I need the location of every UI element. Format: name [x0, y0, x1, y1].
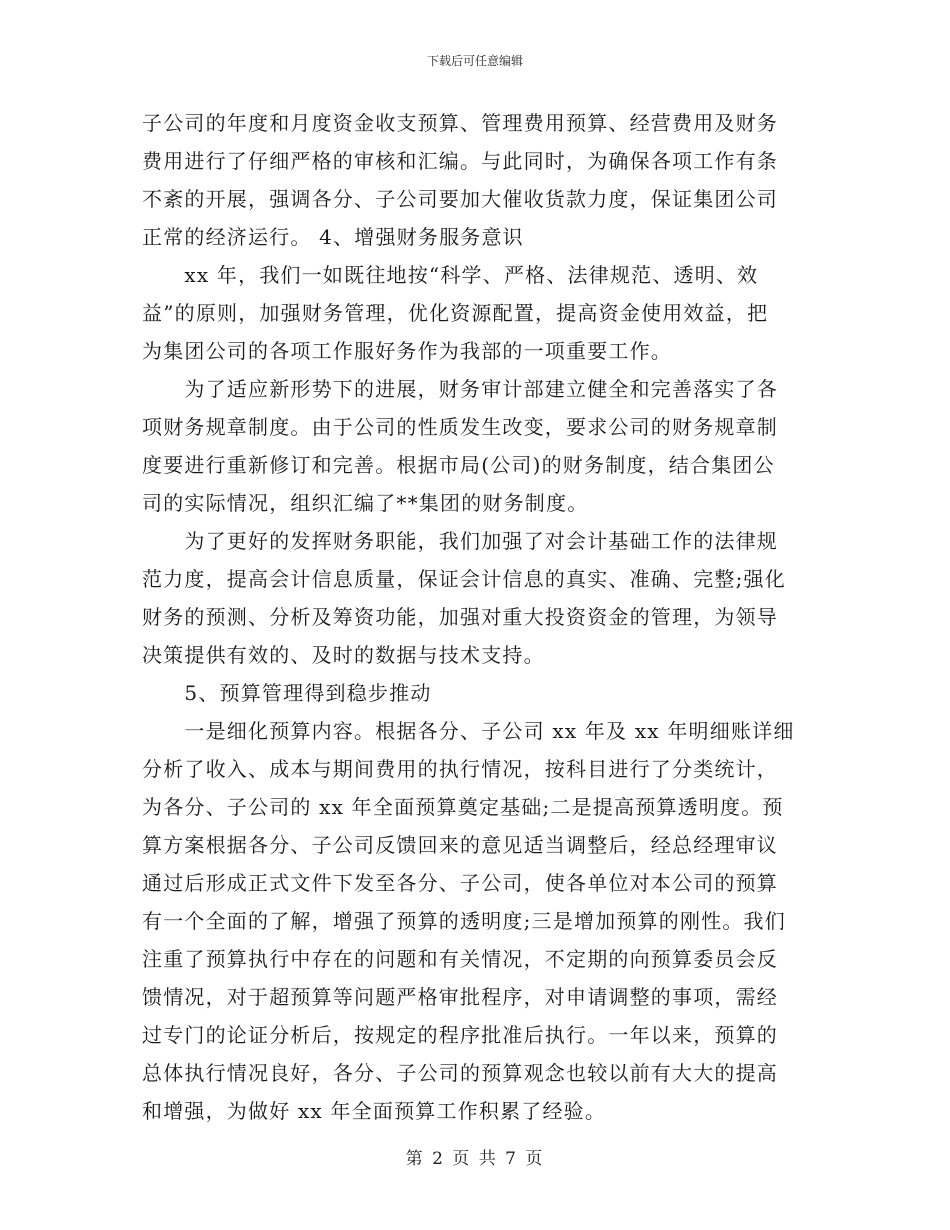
text-line: 决策提供有效的、及时的数据与技术支持。: [142, 643, 545, 667]
text-line: 度要进行重新修订和完善。根据市局(公司)的财务制度，结合集团公: [142, 453, 775, 477]
text-line: 不紊的开展，强调各分、子公司要加大催收货款力度，保证集团公司: [142, 187, 778, 211]
text-line: 为集团公司的各项工作服好务作为我部的一项重要工作。: [142, 339, 672, 363]
text-line: 通过后形成正式文件下发至各分、子公司，使各单位对本公司的预算: [142, 871, 778, 895]
text-line: 总体执行情况良好，各分、子公司的预算观念也较以前有大大的提高: [142, 1061, 778, 1085]
text-line: 范力度，提高会计信息质量，保证会计信息的真实、准确、完整;强化: [142, 567, 786, 591]
text-line: 为各分、子公司的 xx 年全面预算奠定基础;二是提高预算透明度。预: [142, 795, 784, 819]
text-line: 司的实际情况，组织汇编了**集团的财务制度。: [142, 491, 589, 515]
text-line: 正常的经济运行。 4、增强财务服务意识: [142, 225, 524, 249]
text-line: 有一个全面的了解，增强了预算的透明度;三是增加预算的刚性。我们: [142, 909, 786, 933]
text-line: 子公司的年度和月度资金收支预算、管理费用预算、经营费用及财务: [142, 111, 778, 135]
text-line: 注重了预算执行中存在的问题和有关情况，不定期的向预算委员会反: [142, 947, 778, 971]
text-line: 益”的原则，加强财务管理，优化资源配置，提高资金使用效益，把: [142, 301, 769, 325]
text-line: xx 年，我们一如既往地按“科学、严格、法律规范、透明、效: [142, 263, 759, 287]
page-header: 下载后可任意编辑: [426, 54, 523, 68]
text-line: 分析了收入、成本与期间费用的执行情况，按科目进行了分类统计，: [142, 757, 778, 781]
text-line: 和增强，为做好 xx 年全面预算工作积累了经验。: [142, 1099, 607, 1123]
section-heading: 5、预算管理得到稳步推动: [142, 681, 432, 705]
text-line: 一是细化预算内容。根据各分、子公司 xx 年及 xx 年明细账详细: [142, 719, 795, 743]
text-line: 为了更好的发挥财务职能，我们加强了对会计基础工作的法律规: [142, 529, 778, 553]
text-line: 费用进行了仔细严格的审核和汇编。与此同时，为确保各项工作有条: [142, 149, 778, 173]
text-line: 项财务规章制度。由于公司的性质发生改变，要求公司的财务规章制: [142, 415, 778, 439]
document-body: [142, 104, 808, 1130]
text-line: 算方案根据各分、子公司反馈回来的意见适当调整后，经总经理审议: [142, 833, 778, 857]
text-line: 馈情况，对于超预算等问题严格审批程序，对申请调整的事项，需经: [142, 985, 778, 1009]
page-number-footer: 第 2 页 共 7 页: [405, 1149, 545, 1169]
text-line: 为了适应新形势下的进展，财务审计部建立健全和完善落实了各: [142, 377, 778, 401]
text-line: 财务的预测、分析及筹资功能，加强对重大投资资金的管理，为领导: [142, 605, 778, 629]
text-line: 过专门的论证分析后，按规定的程序批准后执行。一年以来，预算的: [142, 1023, 778, 1047]
